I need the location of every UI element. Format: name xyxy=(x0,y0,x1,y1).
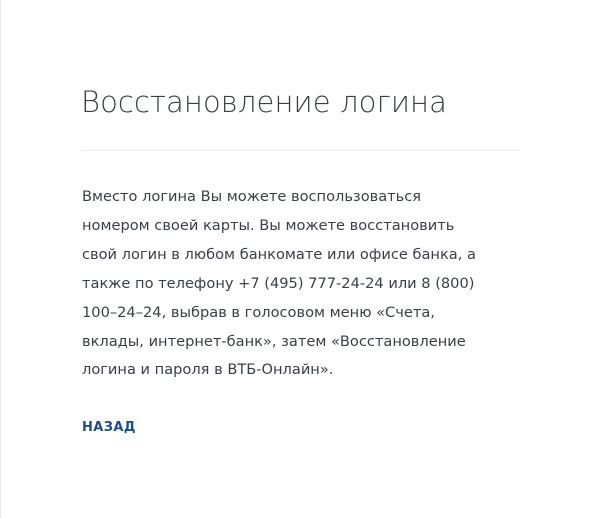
instruction-line: также по телефону +7 (495) 777-24-24 или 8 (800) xyxy=(82,274,475,292)
recovery-instructions xyxy=(82,183,492,385)
instruction-line: вклады, интернет-банк», затем «Восстановление xyxy=(82,332,466,350)
page-left-border xyxy=(0,0,1,518)
instruction-line: 100–24–24, выбрав в голосовом меню «Счета, xyxy=(82,303,435,321)
instruction-line: логина и пароля в ВТБ-Онлайн». xyxy=(82,361,334,379)
back-link[interactable]: НАЗАД xyxy=(82,420,136,435)
title-divider xyxy=(81,150,520,151)
instruction-line: свой логин в любом банкомате или офисе банка, а xyxy=(82,245,476,263)
page-title: Восстановление логина xyxy=(81,85,447,119)
instruction-line: номером своей карты. Вы можете восстановить xyxy=(82,216,455,234)
instruction-line: Вместо логина Вы можете воспользоваться xyxy=(82,188,422,205)
